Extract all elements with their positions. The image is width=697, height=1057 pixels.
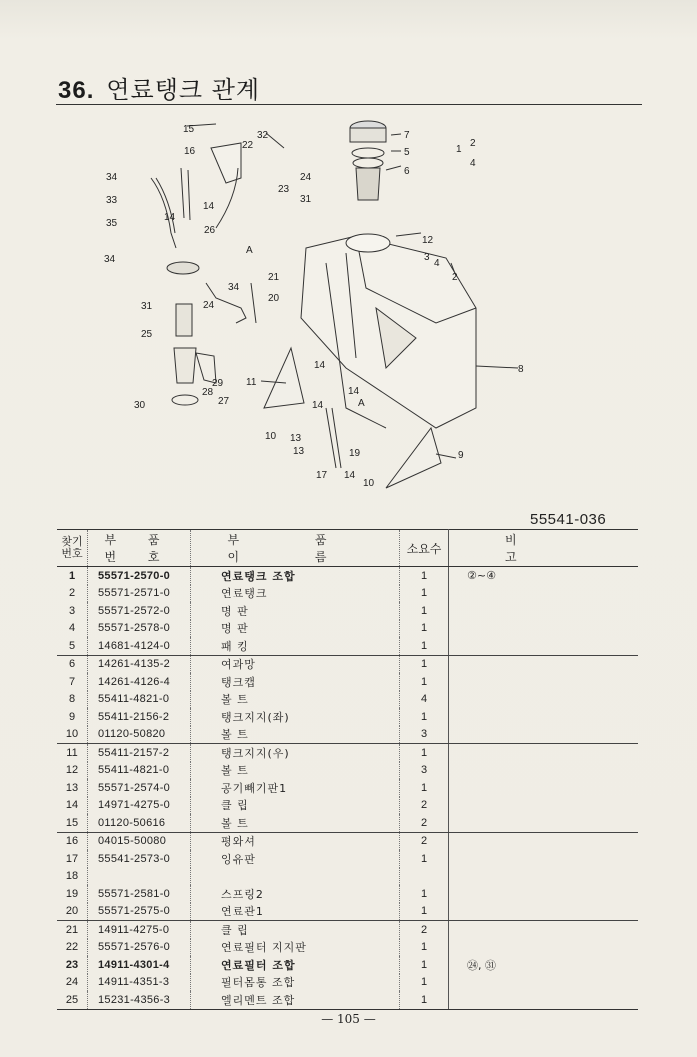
table-row: [57, 903, 638, 921]
callout-13: 13: [290, 433, 302, 444]
cell-qty: 1: [400, 779, 449, 797]
cell-note: [449, 832, 639, 850]
cell-part-no: 14911-4301-4: [88, 956, 191, 974]
callout-14: 14: [314, 360, 326, 371]
cell-part-no: 14681-4124-0: [88, 637, 191, 655]
callout-21: 21: [268, 272, 280, 283]
callout-24: 24: [203, 300, 215, 311]
table-row: [57, 637, 638, 655]
cell-name: 엘리멘트 조합: [191, 991, 400, 1009]
cell-name: 클 립: [191, 921, 400, 939]
table-row: [57, 921, 638, 939]
callout-33: 33: [106, 195, 118, 206]
cell-no: 9: [57, 708, 88, 726]
table-row: [57, 832, 638, 850]
callout-34: 34: [228, 282, 240, 293]
callout-10: 10: [265, 431, 277, 442]
cell-part-no: 55571-2576-0: [88, 939, 191, 957]
callout-30: 30: [134, 400, 146, 411]
table-row: [57, 708, 638, 726]
callout-27: 27: [218, 396, 230, 407]
cell-no: 25: [57, 991, 88, 1009]
callout-4: 4: [434, 258, 440, 269]
callout-2: 2: [470, 138, 476, 149]
table-row: [57, 762, 638, 780]
cell-qty: [400, 868, 449, 886]
cell-qty: 1: [400, 744, 449, 762]
cell-part-no: 55411-4821-0: [88, 691, 191, 709]
cell-name: 필터몸통 조합: [191, 974, 400, 992]
fuel-pipe: [181, 168, 190, 220]
cell-note: [449, 637, 639, 655]
cell-no: 20: [57, 903, 88, 921]
callout-13: 13: [293, 446, 305, 457]
cell-note: [449, 974, 639, 992]
table-row: [57, 797, 638, 815]
callout-8: 8: [518, 364, 524, 375]
cell-no: 24: [57, 974, 88, 992]
exploded-parts-diagram: [56, 108, 646, 513]
cell-note: [449, 779, 639, 797]
cell-no: 4: [57, 620, 88, 638]
callout-14: 14: [164, 212, 176, 223]
cell-name: 공기빼기판1: [191, 779, 400, 797]
table-row: [57, 956, 638, 974]
cell-name: 잉유판: [191, 850, 400, 868]
cell-no: 21: [57, 921, 88, 939]
callout-12: 12: [422, 235, 434, 246]
cell-note: [449, 850, 639, 868]
cell-part-no: 55571-2575-0: [88, 903, 191, 921]
callout-23: 23: [278, 184, 290, 195]
section-title: 연료탱크 관계: [106, 76, 261, 104]
cell-qty: 2: [400, 797, 449, 815]
cell-note: [449, 991, 639, 1009]
section-number: 36.: [58, 77, 95, 104]
table-row: [57, 585, 638, 603]
cell-qty: 1: [400, 956, 449, 974]
cell-name: 볼 트: [191, 762, 400, 780]
cell-name: 탱크지지(우): [191, 744, 400, 762]
cell-name: 명 판: [191, 620, 400, 638]
cell-qty: 4: [400, 691, 449, 709]
cell-no: 11: [57, 744, 88, 762]
callout-14: 14: [344, 470, 356, 481]
callout-15: 15: [183, 124, 195, 135]
cell-qty: 1: [400, 708, 449, 726]
table-row: [57, 567, 638, 585]
cell-name: 연료관1: [191, 903, 400, 921]
cell-name: 연료필터 지지판: [191, 939, 400, 957]
cell-note: [449, 620, 639, 638]
cell-no: 22: [57, 939, 88, 957]
table-row: [57, 602, 638, 620]
cell-note: [449, 673, 639, 691]
callout-14: 14: [348, 386, 360, 397]
callout-34: 34: [104, 254, 116, 265]
cell-qty: 1: [400, 602, 449, 620]
cell-no: 8: [57, 691, 88, 709]
callout-1: 1: [456, 144, 462, 155]
callout-29: 29: [212, 378, 224, 389]
cell-no: 12: [57, 762, 88, 780]
cell-note: [449, 903, 639, 921]
col-header-no: 찾기 번호: [57, 530, 88, 567]
cell-note: [449, 868, 639, 886]
fuel-filter-head: [167, 262, 199, 274]
callout-20: 20: [268, 293, 280, 304]
cell-no: 6: [57, 655, 88, 673]
filter-bowl: [174, 348, 196, 383]
callout-17: 17: [316, 470, 328, 481]
table-row: [57, 655, 638, 673]
cell-qty: 1: [400, 903, 449, 921]
cell-part-no: 55411-2157-2: [88, 744, 191, 762]
callout-34: 34: [106, 172, 118, 183]
callout-25: 25: [141, 329, 153, 340]
table-row: [57, 673, 638, 691]
cell-no: 5: [57, 637, 88, 655]
table-row: [57, 691, 638, 709]
cell-part-no: 15231-4356-3: [88, 991, 191, 1009]
cell-note: [449, 762, 639, 780]
callout-7: 7: [404, 130, 410, 141]
table-row: [57, 991, 638, 1009]
col-header-name: 부 품 이 름: [191, 530, 400, 567]
cell-part-no: 01120-50616: [88, 814, 191, 832]
col-header-note: 비 고: [449, 530, 639, 567]
cell-no: 3: [57, 602, 88, 620]
cell-part-no: 01120-50820: [88, 726, 191, 744]
callout-16: 16: [184, 146, 196, 157]
table-header: [57, 530, 638, 567]
page-title: [58, 70, 260, 105]
tank-support-right: [264, 348, 304, 408]
cell-no: 18: [57, 868, 88, 886]
cell-name: 볼 트: [191, 814, 400, 832]
cell-part-no: 14911-4275-0: [88, 921, 191, 939]
parts-table: [57, 529, 638, 1010]
callout-31: 31: [141, 301, 153, 312]
tank-support-left: [386, 428, 441, 488]
table-row: [57, 814, 638, 832]
callout-35: 35: [106, 218, 118, 229]
callout-24: 24: [300, 172, 312, 183]
cell-qty: 1: [400, 974, 449, 992]
callout-2: 2: [452, 272, 458, 283]
cell-qty: 1: [400, 567, 449, 585]
table-row: [57, 620, 638, 638]
cell-note: [449, 655, 639, 673]
callout-31: 31: [300, 194, 312, 205]
cell-note: ②~④: [467, 569, 496, 583]
cell-name: 여과망: [191, 655, 400, 673]
table-row: [57, 939, 638, 957]
table-row: [57, 850, 638, 868]
table-row: [57, 868, 638, 886]
table-row: [57, 744, 638, 762]
cell-part-no: 14261-4135-2: [88, 655, 191, 673]
cell-name: [191, 868, 400, 886]
cell-part-no: [88, 868, 191, 886]
cell-name: 탱크지지(좌): [191, 708, 400, 726]
cell-qty: 2: [400, 921, 449, 939]
cell-qty: 1: [400, 850, 449, 868]
figure-number: 55541-036: [530, 511, 607, 528]
cell-qty: 1: [400, 585, 449, 603]
cell-name: 패 킹: [191, 637, 400, 655]
cell-qty: 3: [400, 762, 449, 780]
cell-note: [449, 939, 639, 957]
col-header-qty: 소요수: [400, 530, 449, 567]
cell-name: 볼 트: [191, 691, 400, 709]
callout-9: 9: [458, 450, 464, 461]
strainer: [356, 168, 380, 200]
callout-10: 10: [363, 478, 375, 489]
cell-part-no: 55571-2578-0: [88, 620, 191, 638]
cell-no: 13: [57, 779, 88, 797]
cell-qty: 1: [400, 885, 449, 903]
cell-no: 17: [57, 850, 88, 868]
cell-qty: 1: [400, 673, 449, 691]
cell-part-no: 14911-4351-3: [88, 974, 191, 992]
cell-qty: 2: [400, 832, 449, 850]
cell-note: [449, 691, 639, 709]
cell-name: 연료필터 조합: [191, 956, 400, 974]
table-row: [57, 726, 638, 744]
cell-name: 스프링2: [191, 885, 400, 903]
cell-no: 2: [57, 585, 88, 603]
cell-part-no: 55571-2581-0: [88, 885, 191, 903]
callout-22: 22: [242, 140, 254, 151]
callout-5: 5: [404, 147, 410, 158]
callout-32: 32: [257, 130, 269, 141]
callout-A: A: [246, 245, 253, 256]
cell-name: 볼 트: [191, 726, 400, 744]
cell-qty: 1: [400, 637, 449, 655]
callout-4: 4: [470, 158, 476, 169]
cell-name: 탱크캡: [191, 673, 400, 691]
cell-part-no: 55571-2571-0: [88, 585, 191, 603]
cell-no: 23: [57, 956, 88, 974]
cell-part-no: 55411-2156-2: [88, 708, 191, 726]
callout-19: 19: [349, 448, 361, 459]
cell-no: 19: [57, 885, 88, 903]
cell-no: 14: [57, 797, 88, 815]
callout-6: 6: [404, 166, 410, 177]
cell-note: [449, 708, 639, 726]
table-row: [57, 885, 638, 903]
cell-note: [449, 602, 639, 620]
cell-part-no: 14261-4126-4: [88, 673, 191, 691]
cell-qty: 1: [400, 991, 449, 1009]
title-rule: [56, 104, 642, 105]
cell-name: 연료탱크: [191, 585, 400, 603]
cell-name: 평와셔: [191, 832, 400, 850]
cell-note: [449, 744, 639, 762]
callout-3: 3: [424, 252, 430, 263]
cell-qty: 1: [400, 655, 449, 673]
cell-part-no: 55571-2570-0: [88, 567, 191, 585]
cell-qty: 3: [400, 726, 449, 744]
cell-qty: 1: [400, 620, 449, 638]
cell-note: [449, 726, 639, 744]
page-number: — 105 —: [321, 1012, 376, 1026]
callout-26: 26: [204, 225, 216, 236]
cell-note: [449, 585, 639, 603]
cell-part-no: 55411-4821-0: [88, 762, 191, 780]
table-row: [57, 974, 638, 992]
cell-note: [449, 885, 639, 903]
cell-note: ㉔, ㉛: [467, 958, 496, 972]
cell-note: [449, 797, 639, 815]
cell-name: 클 립: [191, 797, 400, 815]
cell-name: 명 판: [191, 602, 400, 620]
cell-qty: 2: [400, 814, 449, 832]
cell-no: 10: [57, 726, 88, 744]
cell-no: 15: [57, 814, 88, 832]
cell-name: 연료탱크 조합: [191, 567, 400, 585]
callout-11: 11: [246, 377, 257, 388]
table-row: [57, 779, 638, 797]
callout-14: 14: [203, 201, 215, 212]
cell-note: [449, 921, 639, 939]
callout-A: A: [358, 398, 365, 409]
cell-no: 7: [57, 673, 88, 691]
cell-no: 1: [57, 567, 88, 585]
callout-14: 14: [312, 400, 324, 411]
cell-qty: 1: [400, 939, 449, 957]
col-header-part-no: 부 품 번 호: [88, 530, 191, 567]
cell-part-no: 55571-2572-0: [88, 602, 191, 620]
parts-table-body: [57, 567, 638, 1010]
cell-no: 16: [57, 832, 88, 850]
cell-part-no: 55541-2573-0: [88, 850, 191, 868]
callout-28: 28: [202, 387, 214, 398]
cell-part-no: 55571-2574-0: [88, 779, 191, 797]
cell-part-no: 04015-50080: [88, 832, 191, 850]
cell-part-no: 14971-4275-0: [88, 797, 191, 815]
cell-note: [449, 814, 639, 832]
